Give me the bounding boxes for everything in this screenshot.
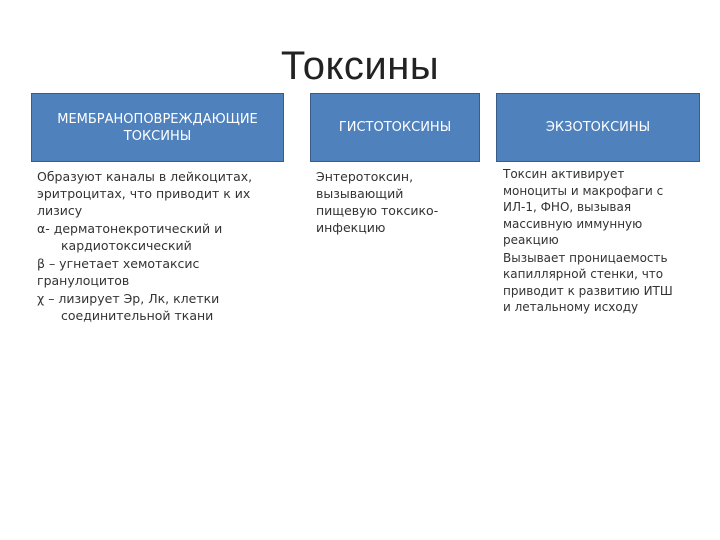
header-exotoxins (496, 93, 700, 162)
text-line: реакцию (503, 233, 559, 247)
text-line: Образуют каналы в лейкоцитах, (37, 169, 253, 184)
text-line: гранулоцитов (37, 273, 130, 288)
membrane-toxins-description (37, 168, 287, 324)
text-line: α- дерматонекротический и (37, 221, 223, 236)
header-label: ЭКЗОТОКСИНЫ (545, 120, 651, 135)
text-line: инфекцию (316, 220, 386, 235)
text-line: приводит к развитию ИТШ (503, 283, 673, 298)
text-line: соединительной ткани (61, 308, 214, 323)
text-line: Энтеротоксин, (316, 169, 414, 184)
text-line: χ – лизирует Эр, Лк, клетки (37, 291, 220, 306)
text-line: β – угнетает хемотаксис (37, 256, 200, 271)
text-line: лизису (37, 203, 83, 218)
header-membrane-toxins (31, 93, 284, 162)
text-line: Токсин активирует (503, 167, 625, 181)
text-line: кардиотоксический (61, 238, 192, 253)
text-line: массивную иммунную (503, 216, 643, 231)
text-line: Вызывает проницаемость (503, 250, 668, 265)
slide-title: Токсины (280, 44, 440, 88)
text-line: моноциты и макрофаги с (503, 183, 664, 198)
text-line: и летальному исходу (503, 300, 639, 314)
text-line: вызывающий (316, 186, 404, 201)
header-histotoxins (310, 93, 480, 162)
text-line: пищевую токсико- (316, 203, 439, 218)
header-label: ГИСТОТОКСИНЫ (338, 120, 452, 135)
text-line: эритроцитах, что приводит к их (37, 186, 251, 201)
exotoxins-description (503, 166, 703, 316)
text-line: ИЛ-1, ФНО, вызывая (503, 200, 632, 214)
histotoxins-description (316, 168, 476, 236)
text-line: капиллярной стенки, что (503, 267, 664, 281)
header-label: МЕМБРАНОПОВРЕЖДАЮЩИЕ ТОКСИНЫ (57, 111, 258, 144)
